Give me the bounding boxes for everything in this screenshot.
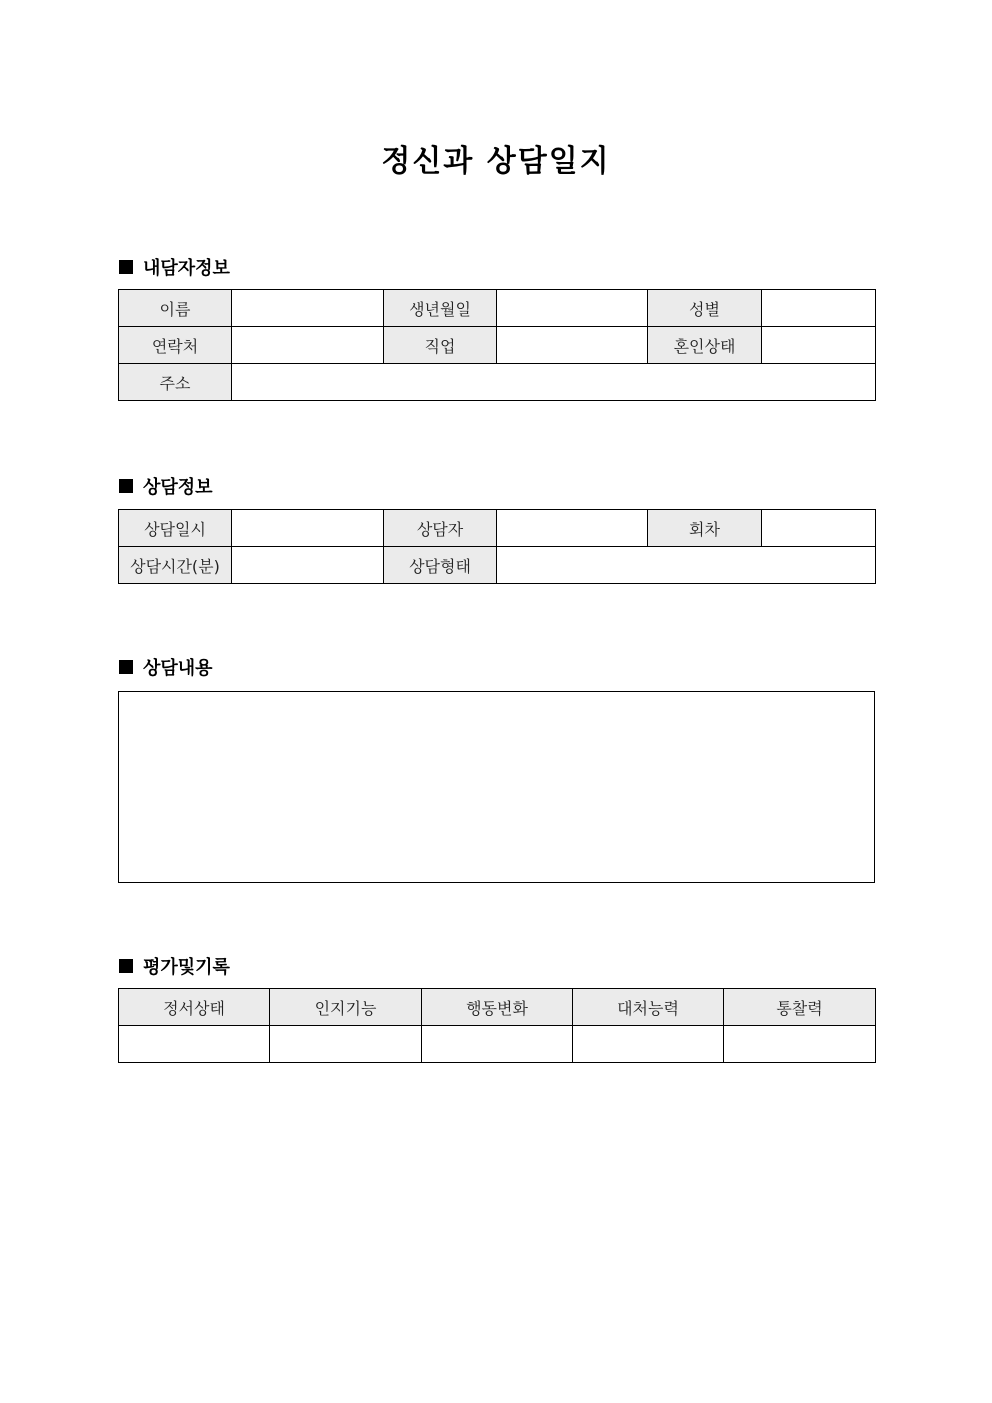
behavior-change-field[interactable] [422,1026,573,1063]
client-info-table [118,289,876,401]
session-datetime-field[interactable] [232,510,384,547]
contact-field[interactable] [232,327,384,364]
session-type-field[interactable] [497,547,876,584]
occupation-label: 직업 [384,327,497,364]
section-heading-label: 상담정보 [143,477,213,498]
address-field[interactable] [232,364,876,401]
section-heading-session-content [119,654,213,680]
gender-field[interactable] [762,290,876,327]
birthdate-field[interactable] [497,290,648,327]
session-number-label: 회차 [648,510,762,547]
coping-ability-header: 대처능력 [573,989,724,1026]
section-heading-label: 상담내용 [143,658,213,679]
cognitive-function-field[interactable] [270,1026,422,1063]
table-row [119,290,876,327]
table-row [119,364,876,401]
emotional-state-field[interactable] [119,1026,270,1063]
section-heading-label: 내담자정보 [143,258,230,279]
occupation-field[interactable] [497,327,648,364]
address-label: 주소 [119,364,232,401]
coping-ability-field[interactable] [573,1026,724,1063]
birthdate-label: 생년월일 [384,290,497,327]
session-content-textarea[interactable] [118,691,875,883]
contact-label: 연락처 [119,327,232,364]
cognitive-function-header: 인지기능 [270,989,422,1026]
table-row [119,547,876,584]
marital-status-field[interactable] [762,327,876,364]
gender-label: 성별 [648,290,762,327]
duration-label: 상담시간(분) [119,547,232,584]
session-datetime-label: 상담일시 [119,510,232,547]
counselor-label: 상담자 [384,510,497,547]
behavior-change-header: 행동변화 [422,989,573,1026]
table-row [119,1026,876,1063]
insight-header: 통찰력 [724,989,876,1026]
emotional-state-header: 정서상태 [119,989,270,1026]
table-header-row [119,989,876,1026]
square-bullet-icon [119,959,133,973]
section-heading-client-info [119,254,230,280]
square-bullet-icon [119,260,133,274]
name-field[interactable] [232,290,384,327]
marital-status-label: 혼인상태 [648,327,762,364]
table-row [119,510,876,547]
name-label: 이름 [119,290,232,327]
square-bullet-icon [119,479,133,493]
session-info-table [118,509,876,584]
section-heading-label: 평가및기록 [143,957,230,978]
square-bullet-icon [119,660,133,674]
session-number-field[interactable] [762,510,876,547]
evaluation-table [118,988,876,1063]
table-row [119,327,876,364]
document-title: 정신과 상담일지 [381,144,611,179]
insight-field[interactable] [724,1026,876,1063]
section-heading-session-info [119,473,213,499]
counselor-field[interactable] [497,510,648,547]
section-heading-evaluation [119,953,230,979]
session-type-label: 상담형태 [384,547,497,584]
duration-field[interactable] [232,547,384,584]
